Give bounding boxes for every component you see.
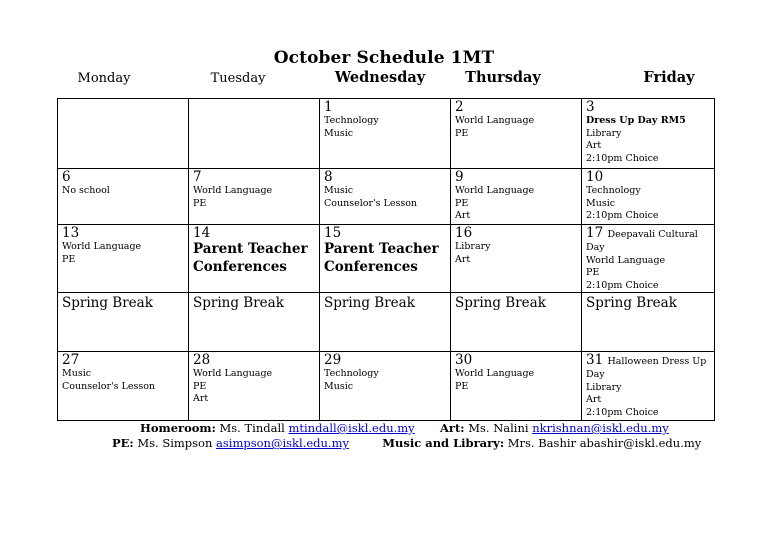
calendar-week-row: [58, 169, 715, 225]
calendar-day-cell: [320, 99, 451, 169]
class-item: Counselor's Lesson: [62, 380, 156, 392]
music-library-email: abashir@iskl.edu.my: [579, 436, 702, 450]
day-number-value: 2: [455, 99, 464, 115]
event-highlight: Dress Up Day RM5: [586, 115, 686, 126]
calendar-day-cell: [582, 293, 715, 352]
class-item: Art: [455, 210, 471, 221]
day-number: [193, 226, 316, 241]
day-number-value: 9: [455, 169, 464, 185]
day-number: [455, 170, 578, 185]
calendar-day-cell: [58, 225, 189, 293]
calendar-day-cell: [320, 225, 451, 293]
class-item: World Language: [455, 368, 535, 379]
calendar-day-cell: [320, 169, 451, 225]
day-number: [62, 353, 185, 368]
day-header-thursday: Thursday: [465, 69, 541, 86]
class-item: World Language: [455, 115, 535, 126]
class-item: Library: [586, 127, 622, 139]
calendar-day-cell: [451, 352, 582, 421]
day-number-value: 3: [586, 99, 595, 115]
footer-line-2: [0, 436, 768, 450]
class-item: Library: [455, 241, 491, 252]
class-item: Music: [586, 197, 616, 209]
class-item: Art: [193, 393, 209, 404]
calendar-week-row: [58, 99, 715, 169]
calendar-day-cell: [58, 352, 189, 421]
day-number-value: 27: [62, 352, 80, 368]
calendar-day-cell: [582, 99, 715, 169]
day-number-value: 10: [586, 169, 604, 185]
calendar-week-row: [58, 352, 715, 421]
day-number-value: 31: [586, 352, 604, 368]
day-number-value: 1: [324, 99, 333, 115]
day-number-value: 30: [455, 352, 473, 368]
day-number: [455, 353, 578, 368]
spring-break-label: Spring Break: [324, 295, 415, 311]
calendar-day-cell: [582, 352, 715, 421]
day-number-value: 29: [324, 352, 342, 368]
calendar-day-cell: [451, 293, 582, 352]
pe-name: Ms. Simpson: [137, 436, 213, 450]
calendar-day-cell: [582, 225, 715, 293]
class-item: World Language: [586, 254, 666, 266]
homeroom-email-link[interactable]: mtindall@iskl.edu.my: [288, 421, 415, 435]
class-item: PE: [193, 197, 207, 209]
conference-label: Conferences: [324, 258, 418, 275]
class-item: World Language: [193, 185, 273, 196]
footer-line-1: [0, 421, 768, 435]
conference-label: Parent Teacher: [193, 241, 308, 257]
calendar-day-cell: [451, 225, 582, 293]
day-number: [586, 170, 711, 185]
spring-break-label: Spring Break: [193, 295, 284, 311]
art-label: Art:: [440, 421, 465, 435]
day-number-value: 6: [62, 169, 71, 185]
day-number-value: 15: [324, 225, 342, 241]
day-number: [586, 353, 711, 369]
day-number: [324, 170, 447, 185]
class-item: PE: [455, 380, 469, 392]
pe-label: PE:: [112, 436, 134, 450]
class-item: Music: [324, 127, 354, 139]
class-item: Day: [586, 242, 605, 253]
day-header-wednesday: Wednesday: [334, 69, 426, 86]
class-item: Art: [455, 253, 471, 265]
homeroom-label: Homeroom:: [140, 421, 216, 435]
calendar-week-row: [58, 225, 715, 293]
day-number: [586, 226, 711, 242]
class-item: Library: [586, 381, 622, 393]
day-number: [455, 226, 578, 241]
calendar-day-cell: [320, 293, 451, 352]
calendar-week-row: [58, 293, 715, 352]
calendar-day-cell: [189, 99, 320, 169]
day-header-monday: Monday: [77, 71, 131, 86]
calendar-day-cell: [451, 169, 582, 225]
class-item: 2:10pm Choice: [586, 279, 659, 291]
conference-label: Conferences: [193, 258, 287, 275]
art-name: Ms. Nalini: [468, 421, 529, 435]
class-item: World Language: [193, 368, 273, 379]
class-item: World Language: [62, 241, 142, 252]
page-title: October Schedule 1MT: [273, 48, 495, 68]
spring-break-label: Spring Break: [62, 295, 153, 311]
calendar-day-cell: [189, 169, 320, 225]
day-number-value: 7: [193, 169, 202, 185]
day-number: [193, 170, 316, 185]
calendar-day-cell: [189, 293, 320, 352]
class-item: Technology: [324, 115, 379, 126]
day-number: [455, 100, 578, 115]
calendar-day-cell: [58, 293, 189, 352]
day-number: [62, 170, 185, 185]
day-header-friday: Friday: [643, 69, 695, 86]
class-item: Art: [586, 394, 602, 405]
calendar-day-cell: [320, 352, 451, 421]
event-note: Halloween Dress Up: [607, 356, 707, 367]
spring-break-label: Spring Break: [455, 295, 546, 311]
class-item: PE: [455, 127, 469, 139]
class-item: No school: [62, 185, 110, 196]
calendar-day-cell: [189, 225, 320, 293]
day-number-value: 28: [193, 352, 211, 368]
class-item: Music: [324, 185, 354, 196]
art-email-link[interactable]: nkrishnan@iskl.edu.my: [532, 421, 669, 435]
day-number: [324, 226, 447, 241]
day-number: [324, 100, 447, 115]
class-item: Technology: [324, 368, 379, 379]
day-number: [324, 353, 447, 368]
class-item: PE: [586, 267, 600, 278]
class-item: World Language: [455, 185, 535, 196]
homeroom-name: Ms. Tindall: [219, 421, 285, 435]
class-item: Music: [62, 368, 92, 379]
day-number-value: 14: [193, 225, 211, 241]
day-number: [193, 353, 316, 368]
day-number: [586, 100, 711, 115]
spring-break-label: Spring Break: [586, 295, 677, 311]
day-number-value: 13: [62, 225, 80, 241]
music-library-name: Mrs. Bashir: [507, 436, 577, 450]
class-item: Day: [586, 369, 605, 380]
calendar-day-cell: [582, 169, 715, 225]
class-item: 2:10pm Choice: [586, 210, 659, 221]
day-number-value: 8: [324, 169, 333, 185]
calendar-day-cell: [451, 99, 582, 169]
class-item: Technology: [586, 185, 641, 196]
day-number-value: 17: [586, 225, 604, 241]
calendar-day-cell: [58, 169, 189, 225]
class-item: Counselor's Lesson: [324, 197, 418, 209]
class-item: PE: [193, 380, 207, 392]
calendar-grid: [57, 98, 715, 421]
event-note: Deepavali Cultural: [607, 229, 698, 240]
pe-email-link[interactable]: asimpson@iskl.edu.my: [216, 436, 349, 450]
day-header-tuesday: Tuesday: [210, 71, 266, 86]
class-item: PE: [62, 253, 76, 265]
calendar-day-cell: [58, 99, 189, 169]
class-item: 2:10pm Choice: [586, 152, 659, 164]
day-number: [62, 226, 185, 241]
class-item: 2:10pm Choice: [586, 406, 659, 418]
calendar-day-cell: [189, 352, 320, 421]
conference-label: Parent Teacher: [324, 241, 439, 257]
day-number-value: 16: [455, 225, 473, 241]
class-item: PE: [455, 197, 469, 209]
class-item: Art: [586, 140, 602, 151]
class-item: Music: [324, 380, 354, 392]
music-library-label: Music and Library:: [382, 436, 505, 450]
